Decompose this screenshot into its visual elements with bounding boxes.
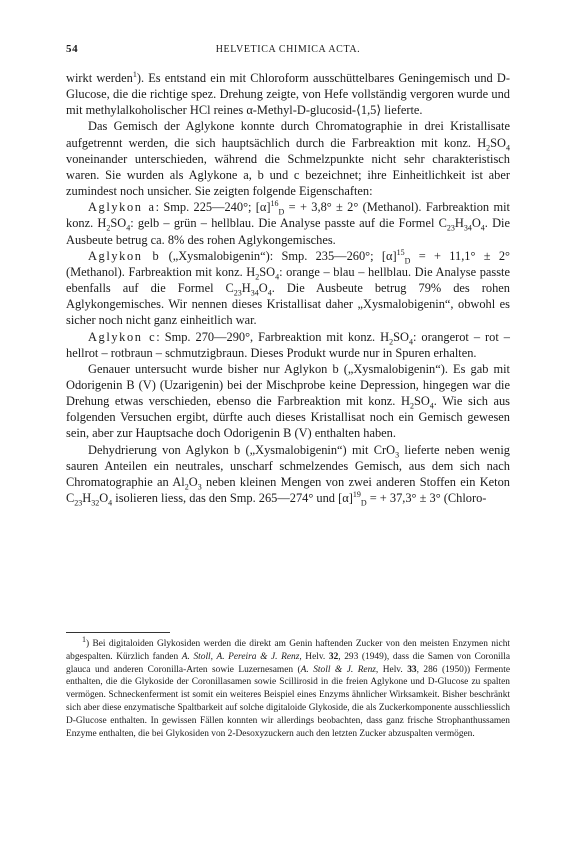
footnote-marker: 1 <box>82 634 86 644</box>
journal-title: HELVETICA CHIMICA ACTA. <box>215 44 361 55</box>
text-run: H <box>454 216 464 231</box>
footnote-1 <box>66 634 510 740</box>
aglykon-a-label: Aglykon a <box>88 200 156 215</box>
text-run: lieferte neben wenig sauren Anteilen ein neutrales, unscharf schmelzendes Gemisch, aus dem sich nach Chromatographie an Al <box>66 442 510 489</box>
text-run: SO <box>110 216 127 231</box>
paragraph-aglykon-a <box>66 199 510 247</box>
citation-authors: A. Stoll, A. Pereira & J. Renz <box>181 651 300 662</box>
paragraph-7 <box>66 442 510 507</box>
text-run: -Glucose, die die richtige spez. Drehung zeigte, von Hefe vollständig vergoren wurde und mit methylalkoholischer HCl reines α-Methyl- <box>66 71 511 118</box>
paragraph-aglykon-c <box>66 329 510 361</box>
subscript: 3 <box>395 450 400 460</box>
text-run: = + 3,8° ± 2° (Methanol). Farbreaktion mit konz. H <box>66 200 510 231</box>
main-text <box>66 70 510 506</box>
subscript: 2 <box>409 401 414 411</box>
subscript: 4 <box>429 401 434 411</box>
text-run: Das Gemisch der Aglykone konnte durch Chromatographie in drei Kristallisate aufgetrennt werden, die sich hauptsächlich durch die Farbreaktion mit konz. H <box>66 119 510 150</box>
text-run: neben kleinen Mengen von zwei anderen Stoffen ein Keton C <box>66 474 510 506</box>
subscript: D <box>278 207 285 217</box>
text-run: . Die Ausbeute betrug ca. 8% des rohen Aglykongemisches. <box>66 216 510 247</box>
citation-volume: 33 <box>407 664 417 675</box>
text-run: SO <box>490 135 506 150</box>
text-run: : Smp. 270—290°, Farbreaktion mit konz. H <box>156 329 390 344</box>
superscript: 19 <box>352 489 361 499</box>
text-run: Genauer untersucht wurde bisher nur Aglykon b („Xysmalobigenin“). Es gab mit Odorigenin B (V) (Uzarigenin) bei der Mischprobe keine Depression, hingegen war die Drehung etwas verschieden, ebenso die Farbreaktion mit konz. H <box>66 361 510 409</box>
text-run: -glucosid-⟨1,5⟩ lieferte. <box>305 103 423 118</box>
text-run: . Wie sich aus folgenden Versuchen ergibt, dürfte auch dieses Kristallisat noch ein Gemisch gewesen sein, aber zur Hauptsache doch Odorigenin B (V) enthalten haben. <box>66 394 510 441</box>
text-run: : orange – blau – hellblau. Die Analyse passte ebenfalls auf die Formel C <box>66 264 510 296</box>
subscript: 4 <box>480 223 485 233</box>
text-run: . Die Ausbeute betrug 79% des rohen Aglykongemisches. Wir nennen dieses Kristallisat daher „Xysmalobigenin“, obwohl es sicher noch nicht ganz einheitlich war. <box>66 281 510 328</box>
subscript: 32 <box>91 498 100 508</box>
text-run: H <box>241 281 251 296</box>
aglykon-b-label: Aglykon b <box>88 248 161 263</box>
footnote-divider <box>66 632 170 633</box>
text-run: D <box>66 715 73 726</box>
text-run: SO <box>413 394 430 409</box>
text-run: -Glucose enthalten. In gewissen Fällen konnten wir allerdings beobachten, dass ganz frische Strophanthussamen Enzyme enthalten, die bei Glykosiden von 2-Desoxyzuckern auch den letzten Zucker abzuspalten vermögen. <box>66 715 510 739</box>
text-run: = + 37,3° ± 3° (Chloro- <box>366 491 487 506</box>
text-run: SO <box>259 264 276 279</box>
text-run: ). Es entstand ein mit Chloroform ausschüttelbares Geningemisch und <box>136 71 497 85</box>
superscript: 16 <box>270 199 279 209</box>
superscript: 15 <box>396 247 405 257</box>
text-run: H <box>82 491 92 506</box>
text-run: („Xysmalobigenin“): Smp. 235—260°; [α] <box>160 248 397 263</box>
text-run: SO <box>393 329 409 344</box>
subscript: 2 <box>184 482 189 492</box>
footnote <box>66 634 510 740</box>
text-run: , Helv. <box>299 651 329 662</box>
subscript: 2 <box>106 223 111 233</box>
text-run: D <box>496 71 506 85</box>
subscript: 23 <box>233 288 242 298</box>
subscript: 4 <box>506 143 510 153</box>
text-run: O <box>99 491 109 506</box>
subscript: 34 <box>463 223 472 233</box>
subscript: 34 <box>250 288 259 298</box>
text-run: , 286 (1950)) Fermente enthalten, die die Glykoside der Coronillasamen sowie Scillirosid in die freien Aglykone und <box>66 664 510 688</box>
text-run: ) Bei digitaloiden Glykosiden werden die direkt am Genin haftenden Zucker von den meisten Enzymen nicht abgespalten. Kürzlich fanden <box>66 639 510 662</box>
text-run: : Smp. 225—240°; [α] <box>155 200 271 215</box>
text-run: = + 11,1° ± 2° (Methanol). Farbreaktion mit konz. H <box>66 248 510 279</box>
text-run: D <box>296 103 306 118</box>
footnote-reference[interactable]: 1 <box>132 69 137 79</box>
paragraph-2 <box>66 118 510 199</box>
text-run: isolieren liess, das den Smp. 265—274° und [α] <box>112 491 353 506</box>
subscript: 23 <box>446 223 455 233</box>
subscript: 2 <box>255 272 260 282</box>
subscript: 4 <box>275 272 280 282</box>
citation-authors: A. Stoll & J. Renz <box>300 664 376 675</box>
subscript: 4 <box>267 288 272 298</box>
page-header <box>66 43 510 59</box>
text-run: O <box>258 281 268 296</box>
subscript: 23 <box>74 498 83 508</box>
page-number: 54 <box>66 43 79 55</box>
paragraph-6 <box>66 361 510 442</box>
aglykon-c-label: Aglykon c <box>88 329 157 344</box>
text-run: O <box>471 216 481 231</box>
subscript: 2 <box>389 336 394 346</box>
subscript: D <box>360 498 367 508</box>
text-run: O <box>188 474 198 489</box>
subscript: 2 <box>486 143 491 153</box>
text-run: , Helv. <box>375 664 408 675</box>
paragraph-aglykon-b <box>66 248 510 329</box>
subscript: 4 <box>408 336 413 346</box>
text-run: Dehydrierung von Aglykon b („Xysmalobigenin“) mit CrO <box>88 442 396 457</box>
paragraph-1 <box>66 70 510 118</box>
subscript: 4 <box>126 223 131 233</box>
subscript: D <box>404 256 411 266</box>
text-run: wirkt werden <box>66 71 133 85</box>
text-run: voneinander unterschieden, während die Schmelzpunkte nicht sehr charakteristisch waren. Sie wurden als Aglykone a, b und c bezeichnet; ihre Einheitlichkeit ist aber zumindest noch unsicher. Sie zeigten folgende Eigenschaften: <box>66 151 510 199</box>
text-run: : orangerot – rot – hellrot – rotbraun – schmutzigbraun. Dieses Produkt wurde nur in Spuren erhalten. <box>66 329 510 360</box>
citation-volume: 32 <box>328 651 339 662</box>
subscript: 4 <box>108 498 113 508</box>
text-run: : gelb – grün – hellblau. Die Analyse passte auf die Formel C <box>130 216 447 231</box>
text-run: D <box>427 677 435 688</box>
text-run: -Glucose zu spalten vermögen. Schneckenferment ist somit ein weiteres Beispiel eines Enzyms ähnlicher Wirksamkeit. Bisher beschränkt sich aber diese enzymatische Spaltbarkeit auf solche digitaloide Glykoside, die als Zuckerkomponente ausschliesslich <box>66 677 510 713</box>
subscript: 3 <box>197 482 202 492</box>
text-run: , 293 (1949), dass die Samen von Coronilla glauca und anderen Coronilla-Arten sowie Luzernesamen ( <box>66 651 510 675</box>
